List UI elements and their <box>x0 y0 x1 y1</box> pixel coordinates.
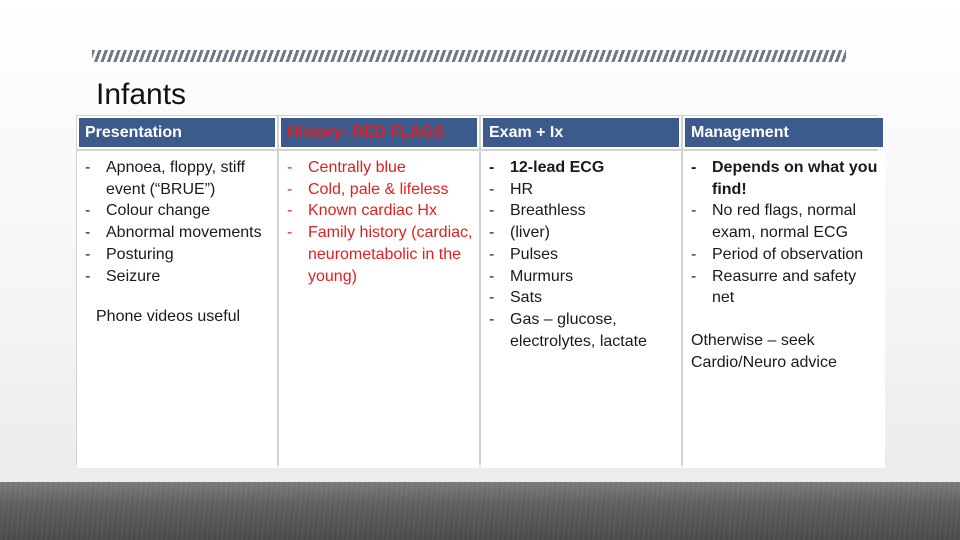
list-item: - 12-lead ECG <box>487 157 675 179</box>
list-item: - Depends on what you find! <box>689 157 879 200</box>
list-item: - Pulses <box>487 244 675 266</box>
cell-presentation <box>77 151 277 468</box>
presentation-note: Phone videos useful <box>96 308 241 326</box>
header-presentation: Presentation <box>77 116 277 149</box>
cell-exam-ix <box>481 151 681 468</box>
presentation-list <box>83 157 271 287</box>
header-exam-ix: Exam + Ix <box>481 116 681 149</box>
cell-management <box>683 151 885 468</box>
list-item: - Abnormal movements <box>83 222 271 244</box>
list-item: - Gas – glucose, electrolytes, lactate <box>487 309 675 352</box>
slide-title: Infants <box>96 78 187 111</box>
clinical-table <box>76 115 878 465</box>
list-item: - Centrally blue <box>285 157 473 179</box>
header-management: Management <box>683 116 885 149</box>
decorative-hatch-bar <box>92 50 846 62</box>
list-item: - Period of observation <box>689 244 879 266</box>
list-item: - Breathless <box>487 200 675 222</box>
list-item: - Posturing <box>83 244 271 266</box>
management-note: Otherwise – seek Cardio/Neuro advice <box>691 331 837 371</box>
list-item: - Family history (cardiac, neurometabolic in the young) <box>285 222 473 287</box>
management-list <box>689 157 879 309</box>
header-history-red-flags: History- RED FLAGS <box>279 116 479 149</box>
list-item: - Known cardiac Hx <box>285 200 473 222</box>
list-item: - Seizure <box>83 266 271 288</box>
list-item: - Colour change <box>83 200 271 222</box>
decorative-floor-band <box>0 482 960 540</box>
list-item: - Murmurs <box>487 266 675 288</box>
list-item: - Reasurre and safety net <box>689 266 879 309</box>
list-item: - Apnoea, floppy, stiff event (“BRUE”) <box>83 157 271 200</box>
list-item: - Sats <box>487 287 675 309</box>
exam-list <box>487 157 675 352</box>
list-item: - Cold, pale & lifeless <box>285 179 473 201</box>
cell-history-red-flags <box>279 151 479 468</box>
red-flags-list <box>285 157 473 287</box>
list-item: - HR <box>487 179 675 201</box>
list-item: - (liver) <box>487 222 675 244</box>
list-item: - No red flags, normal exam, normal ECG <box>689 200 879 243</box>
